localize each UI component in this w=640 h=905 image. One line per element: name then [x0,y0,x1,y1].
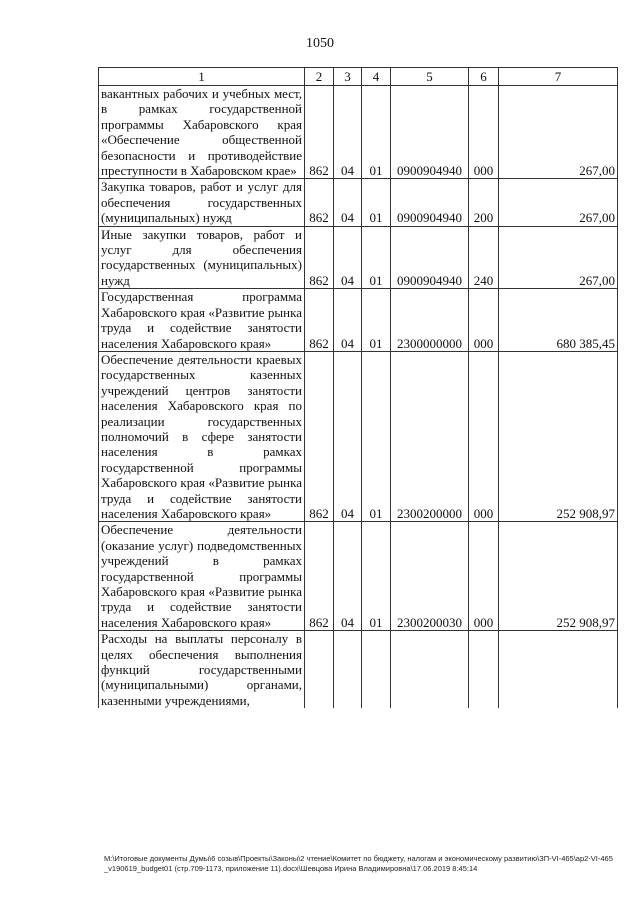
amount: 252 908,97 [499,522,618,631]
subsection-code: 01 [362,179,391,226]
table-row [99,351,618,521]
section-code [334,631,362,709]
row-description: вакантных рабочих и учебных мест, в рамках государственной программы Хабаровского края «Обеспечение общественной безопасности и противодействие преступности в Хабаровском крае» [99,86,305,179]
table-row [99,179,618,226]
amount [499,631,618,709]
section-code: 04 [334,351,362,521]
ministry-code: 862 [305,289,334,352]
subsection-code: 01 [362,351,391,521]
ministry-code: 862 [305,522,334,631]
amount: 267,00 [499,226,618,289]
amount: 252 908,97 [499,351,618,521]
target-article-code: 0900904940 [391,179,469,226]
row-description: Государственная программа Хабаровского края «Развитие рынка труда и содействие занятости населения Хабаровского края» [99,289,305,352]
row-description: Расходы на выплаты персоналу в целях обеспечения выполнения функций государственными (муниципальными) органами, казенными учреждениями, [99,631,305,709]
amount: 267,00 [499,86,618,179]
expense-type-code: 000 [469,289,499,352]
subsection-code [362,631,391,709]
expense-type-code [469,631,499,709]
table-row [99,86,618,179]
column-header: 2 [305,68,334,86]
ministry-code: 862 [305,226,334,289]
target-article-code: 0900904940 [391,86,469,179]
expense-type-code: 000 [469,86,499,179]
column-header: 4 [362,68,391,86]
expense-type-code: 000 [469,522,499,631]
column-header: 5 [391,68,469,86]
target-article-code: 2300000000 [391,289,469,352]
column-header: 6 [469,68,499,86]
ministry-code: 862 [305,351,334,521]
target-article-code: 0900904940 [391,226,469,289]
amount: 267,00 [499,179,618,226]
row-description: Обеспечение деятельности (оказание услуг) подведомственных учреждений в рамках государственной программы Хабаровского края «Развитие рынка труда и содействие занятости населения Хабаровского края» [99,522,305,631]
ministry-code: 862 [305,86,334,179]
subsection-code: 01 [362,86,391,179]
column-header: 1 [99,68,305,86]
table-row [99,289,618,352]
target-article-code [391,631,469,709]
target-article-code: 2300200000 [391,351,469,521]
section-code: 04 [334,226,362,289]
table-row [99,631,618,709]
column-header: 3 [334,68,362,86]
subsection-code: 01 [362,226,391,289]
document-path-footer: M:\Итоговые документы Думы\6 созыв\Проекты\Законы\2 чтение\Комитет по бюджету, налогам и экономическому развитию\ЗП-VI-465\ap2-VI-465_v190619_budget01 (стр.709-1173, приложение 11).docx\Шевцова Ирина Владимировна\17.06.2019 8:45:14 [104,854,613,873]
amount: 680 385,45 [499,289,618,352]
row-description: Закупка товаров, работ и услуг для обеспечения государственных (муниципальных) нужд [99,179,305,226]
section-code: 04 [334,179,362,226]
row-description: Иные закупки товаров, работ и услуг для обеспечения государственных (муниципальных) нужд [99,226,305,289]
section-code: 04 [334,289,362,352]
table-header-row [99,68,618,86]
expense-type-code: 000 [469,351,499,521]
subsection-code: 01 [362,289,391,352]
table-row [99,522,618,631]
budget-table [98,67,618,708]
expense-type-code: 200 [469,179,499,226]
column-header: 7 [499,68,618,86]
row-description: Обеспечение деятельности краевых государственных казенных учреждений центров занятости населения Хабаровского края по реализации государственных полномочий в сфере занятости населения в рамках государственной программы Хабаровского края «Развитие рынка труда и содействие занятости населения Хабаровского края» [99,351,305,521]
ministry-code [305,631,334,709]
section-code: 04 [334,522,362,631]
section-code: 04 [334,86,362,179]
subsection-code: 01 [362,522,391,631]
expense-type-code: 240 [469,226,499,289]
page-number: 1050 [306,36,334,51]
target-article-code: 2300200030 [391,522,469,631]
ministry-code: 862 [305,179,334,226]
table-row [99,226,618,289]
